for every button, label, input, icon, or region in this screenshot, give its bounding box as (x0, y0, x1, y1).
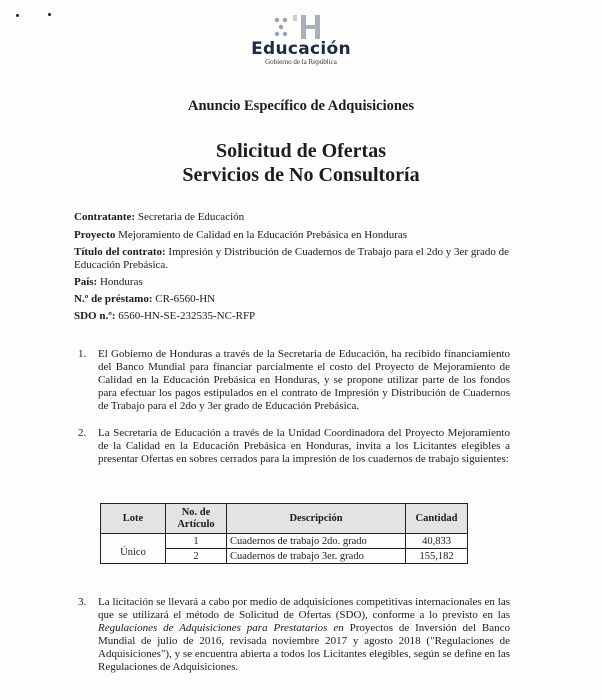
ministry-logo (244, 14, 358, 67)
items-table (100, 503, 468, 564)
paragraph-number: 1. (78, 348, 87, 360)
col-header-articulo-line2: Artículo (177, 518, 215, 530)
col-header-descripcion: Descripción (227, 504, 406, 534)
paragraph-2 (78, 427, 510, 466)
scan-speck (16, 14, 19, 17)
meta-label: Contratante: (74, 211, 136, 223)
meta-label: N.º de préstamo: (74, 293, 153, 305)
cell-descripcion: Cuadernos de trabajo 2do. grado (227, 534, 406, 549)
paragraph-1 (78, 348, 510, 413)
meta-value: Secretaria de Educación (137, 211, 245, 223)
meta-label: País: (74, 276, 98, 288)
regulations-title: Regulaciones de Adquisiciones para Prestatarios en (98, 622, 344, 634)
document-title-line1: Solicitud de Ofertas (216, 140, 386, 162)
paragraph-text: El Gobierno de Honduras a través de la Secretaria de Educación, ha recibido financiamiento del Banco Mundial para financiar parcialmente el costo del Proyecto de Mejoramiento de Calidad en la Educación Prebásica en Honduras, y se propone utilizar parte de los fondos para efectuar los pagos estipulados en el contrato de Impresión y Distribución de Cuadernos de Trabajo para el 2do y 3er grado de Educación Prebásica. (98, 348, 510, 412)
document-title-line2: Servicios de No Consultoría (182, 164, 420, 186)
announcement-heading: Anuncio Específico de Adquisiciones (188, 98, 414, 114)
meta-value: 6560-HN-SE-232535-NC-RFP (118, 310, 256, 322)
meta-pais (74, 276, 544, 289)
meta-proyecto (74, 229, 544, 242)
cell-lote: Único (101, 534, 166, 564)
table-row (101, 534, 468, 549)
cell-cantidad: 40,833 (406, 534, 468, 549)
cell-no: 2 (166, 549, 227, 564)
cell-descripcion: Cuadernos de trabajo 3er. grado (227, 549, 406, 564)
col-header-articulo-line1: No. de (181, 506, 211, 518)
meta-value: Impresión y Distribución de Cuadernos de Trabajo para el 2do y 3er grado de Educación Prebásica. (74, 246, 510, 271)
meta-label: Título del contrato: (74, 246, 166, 258)
logo-mark-icon (244, 14, 358, 40)
scan-speck (48, 13, 51, 16)
paragraph-3 (78, 596, 510, 674)
paragraph-text (98, 596, 510, 674)
meta-value: Honduras (99, 276, 143, 288)
paragraph-text-part: La licitación se llevará a cabo por medio de adquisiciones competitivas internacionales en las que se utilizará el método de Solicitud de Ofertas (SDO), conforme a lo previsto en las (98, 596, 510, 621)
logo-subtitle: Gobierno de la República (265, 58, 337, 66)
col-header-lote: Lote (101, 504, 166, 534)
meta-value: CR-6560-HN (155, 293, 216, 305)
meta-contratante (74, 211, 544, 224)
cell-cantidad: 155,182 (406, 549, 468, 564)
meta-label: SDO n.º: (74, 310, 116, 322)
paragraph-text: La Secretaria de Educación a través de la Unidad Coordinadora del Proyecto Mejoramiento de la Calidad en la Educación Prebásica en Honduras, invita a los Licitantes elegibles a presentar Ofertas en sobres cerrados para la impresión de los cuadernos de trabajo siguientes: (98, 427, 510, 465)
meta-label: Proyecto (74, 229, 116, 241)
col-header-cantidad: Cantidad (406, 504, 468, 534)
meta-sdo (74, 310, 544, 323)
cell-no: 1 (166, 534, 227, 549)
meta-prestamo (74, 293, 544, 306)
paragraph-number: 2. (78, 427, 87, 439)
meta-value: Mejoramiento de Calidad en la Educación Prebásica en Honduras (118, 229, 408, 241)
meta-titulo (74, 246, 544, 272)
paragraph-text-part: Proyectos de Inversión del Banco Mundial de julio de 2016, revisada noviembre 2017 y agosto 2018 ("Regulaciones de Adquisiciones"), y se encuentra abierta a todos los Licitantes elegibles, según se define en las Regulaciones de Adquisiciones. (98, 622, 510, 673)
logo-name: Educación (251, 39, 351, 59)
col-header-articulo (166, 504, 227, 534)
paragraph-number: 3. (78, 596, 87, 608)
